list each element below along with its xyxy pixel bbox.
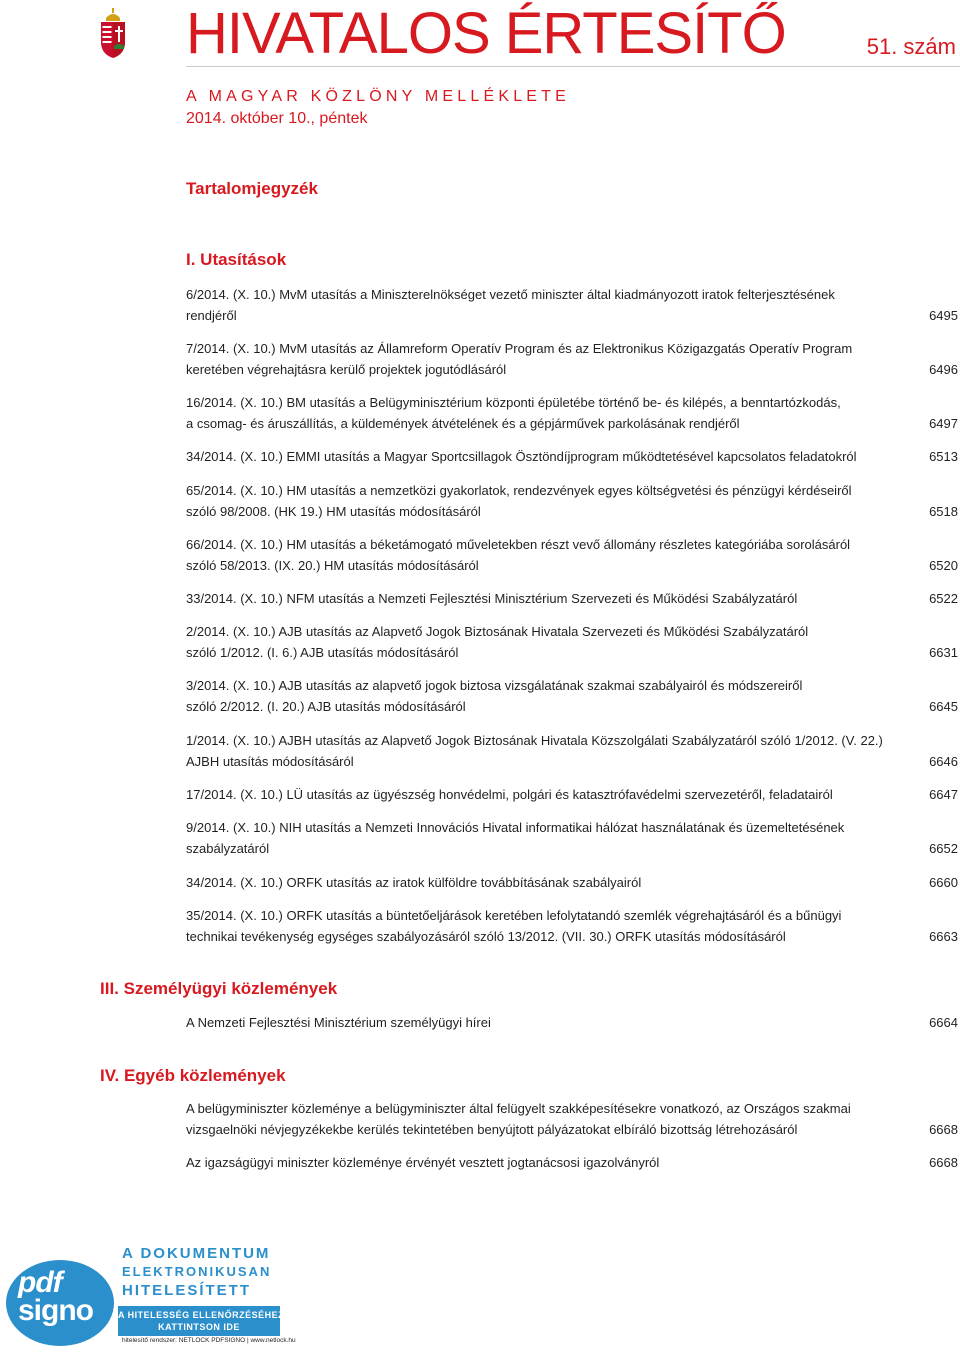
- verify-button-line-1: A HITELESSÉG ELLENŐRZÉSÉHEZ: [118, 1310, 285, 1320]
- page-number: 6631: [929, 644, 958, 660]
- page-number: 6652: [929, 840, 958, 856]
- toc-entry[interactable]: [186, 1153, 960, 1174]
- page-number: 6663: [929, 928, 958, 944]
- toc-entry-text: 2/2014. (X. 10.) AJB utasítás az Alapvető Jogok Biztosának Hivatala Szervezeti és Működési Szabályzatáról: [186, 624, 809, 639]
- toc-entry-text: vizsgaelnöki névjegyzékekbe kerülés tekintetében benyújtott pályázatokat elbíráló bizottság létrehozásáról: [186, 1121, 798, 1137]
- toc-entry[interactable]: [186, 535, 960, 576]
- stamp-line-3: HITELESÍTETT: [122, 1282, 251, 1299]
- page-number: 6520: [929, 557, 958, 573]
- toc-entry-text: 17/2014. (X. 10.) LÜ utasítás az ügyészség honvédelmi, polgári és katasztrófavédelmi szervezetéről, feladatairól: [186, 787, 833, 802]
- toc-heading: Tartalomjegyzék: [186, 179, 318, 198]
- toc-entry-text: szabályzatáról: [186, 840, 270, 856]
- toc-entry[interactable]: [186, 906, 960, 947]
- toc-entry[interactable]: [186, 731, 960, 772]
- stamp-footer: hitelesítő rendszer: NETLOCK PDFSIGNO | www.netlock.hu: [122, 1337, 296, 1344]
- toc-entry[interactable]: [186, 481, 960, 522]
- toc-entry-text: 7/2014. (X. 10.) MvM utasítás az Államreform Operatív Program és az Elektronikus Közigazgatás Operatív Program: [186, 341, 853, 356]
- toc-entry-text: 34/2014. (X. 10.) ORFK utasítás az iratok külföldre továbbításának szabályairól: [186, 875, 642, 890]
- toc-entry-text: 6/2014. (X. 10.) MvM utasítás a Miniszterelnökséget vezető miniszter által kiadmányozott iratok felterjesztésének: [186, 287, 835, 302]
- page-number: 6497: [929, 415, 958, 431]
- verify-button-line-2: KATTINTSON IDE: [158, 1322, 240, 1332]
- page-number: 6496: [929, 361, 958, 377]
- toc-entry-text: 66/2014. (X. 10.) HM utasítás a béketámogató műveletekben részt vevő állomány részletes kategóriába sorolásáról: [186, 537, 851, 552]
- page-number: 6647: [929, 787, 958, 802]
- section-heading: III. Személyügyi közlemények: [100, 979, 338, 998]
- toc-entry[interactable]: [186, 393, 960, 434]
- page-number: 6518: [929, 503, 958, 519]
- toc-entry-text: AJBH utasítás módosításáról: [186, 753, 354, 769]
- publication-title: HIVATALOS ÉRTESÍTŐ: [186, 1, 786, 66]
- toc-entry[interactable]: [186, 676, 960, 717]
- publication-subtitle: A MAGYAR KÖZLÖNY MELLÉKLETE: [186, 88, 571, 105]
- page-number: 6522: [929, 591, 958, 606]
- toc-entry[interactable]: [186, 785, 960, 806]
- toc-entry-text: A belügyminiszter közleménye a belügyminiszter által felügyelt szakképesítésekre vonatkozó, az Országos szakmai: [186, 1101, 851, 1116]
- header-rule: [186, 66, 960, 67]
- toc-entry[interactable]: [186, 285, 960, 326]
- page-number: 6668: [929, 1155, 958, 1170]
- toc-entry-text: A Nemzeti Fejlesztési Minisztérium személyügyi hírei: [186, 1015, 491, 1030]
- page-number: 6646: [929, 753, 958, 769]
- page-number: 6513: [929, 449, 958, 464]
- toc-entry-text: szóló 1/2012. (I. 6.) AJB utasítás módosításáról: [186, 644, 459, 660]
- stamp-line-1: A DOKUMENTUM: [122, 1245, 271, 1262]
- toc-entry-text: szóló 98/2008. (HK 19.) HM utasítás módosításáról: [186, 503, 481, 519]
- toc-entry-text: 9/2014. (X. 10.) NIH utasítás a Nemzeti Innovációs Hivatal informatikai hálózat használatának és üzemeltetésének: [186, 820, 845, 835]
- toc-entry-text: 34/2014. (X. 10.) EMMI utasítás a Magyar Sportcsillagok Ösztöndíjprogram működtetésével kapcsolatos feladatokról: [186, 449, 857, 464]
- toc-entry[interactable]: [186, 447, 960, 468]
- toc-entry[interactable]: [186, 818, 960, 859]
- toc-entry-text: Az igazságügyi miniszter közleménye érvényét vesztett jogtanácsosi igazolványról: [186, 1155, 660, 1170]
- page-number: 6660: [929, 875, 958, 890]
- page-number: 6495: [929, 307, 958, 323]
- page-number: 6664: [929, 1015, 958, 1030]
- toc-entry-text: rendjéről: [186, 307, 237, 323]
- stamp-logo-pdf: pdf: [18, 1266, 62, 1299]
- toc-entry-text: 16/2014. (X. 10.) BM utasítás a Belügyminisztérium központi épületébe történő be- és kilépés, a benntartózkodás,: [186, 395, 841, 410]
- toc-entry-text: szóló 58/2013. (IX. 20.) HM utasítás módosításáról: [186, 557, 479, 573]
- publication-date: 2014. október 10., péntek: [186, 110, 368, 127]
- stamp-line-2: ELEKTRONIKUSAN: [122, 1264, 272, 1279]
- section-heading: I. Utasítások: [186, 250, 287, 269]
- toc-entry-text: 35/2014. (X. 10.) ORFK utasítás a büntetőeljárások keretében lefolytatandó szemlék végrehajtásáról és a bűnügyi: [186, 908, 842, 923]
- toc-entry-text: 33/2014. (X. 10.) NFM utasítás a Nemzeti Fejlesztési Minisztérium Szervezeti és Működési Szabályzatáról: [186, 591, 798, 606]
- toc-entry[interactable]: [186, 339, 960, 380]
- issue-number: 51. szám: [866, 34, 956, 59]
- toc-entry-text: keretében végrehajtásra kerülő projektek jogutódlásáról: [186, 361, 507, 377]
- stamp-logo-signo: signo: [18, 1294, 93, 1327]
- toc-entry[interactable]: [186, 873, 960, 894]
- toc-entry-text: technikai tevékenység egységes szabályozásáról szóló 13/2012. (VII. 30.) ORFK utasítás módosításáról: [186, 928, 786, 944]
- toc-entry-text: a csomag- és áruszállítás, a küldemények átvételének és a gépjárművek parkolásának rendjéről: [186, 415, 740, 431]
- verify-authenticity-button[interactable]: [118, 1306, 285, 1336]
- toc-entry-text: 1/2014. (X. 10.) AJBH utasítás az Alapvető Jogok Biztosának Hivatala Közszolgálati Szabályzatáról szóló 1/2012. (V. 22.): [186, 733, 883, 748]
- toc-entry[interactable]: [186, 622, 960, 663]
- toc-entry-text: 3/2014. (X. 10.) AJB utasítás az alapvető jogok biztosa vizsgálatának szakmai szabályairól és módszereiről: [186, 678, 803, 693]
- toc-entry[interactable]: [186, 589, 960, 610]
- toc-entry[interactable]: [186, 1013, 960, 1034]
- toc-entry[interactable]: [186, 1099, 960, 1140]
- section-heading: IV. Egyéb közlemények: [100, 1066, 286, 1085]
- toc-entry-text: 65/2014. (X. 10.) HM utasítás a nemzetközi gyakorlatok, rendezvények egyes költségvetési és pénzügyi kérdéseiről: [186, 483, 852, 498]
- page-number: 6645: [929, 698, 958, 714]
- coat-of-arms-icon: [98, 8, 128, 58]
- page-number: 6668: [929, 1121, 958, 1137]
- pdfsigno-authentication-stamp[interactable]: [6, 1240, 296, 1346]
- toc-entry-text: szóló 2/2012. (I. 20.) AJB utasítás módosításáról: [186, 698, 466, 714]
